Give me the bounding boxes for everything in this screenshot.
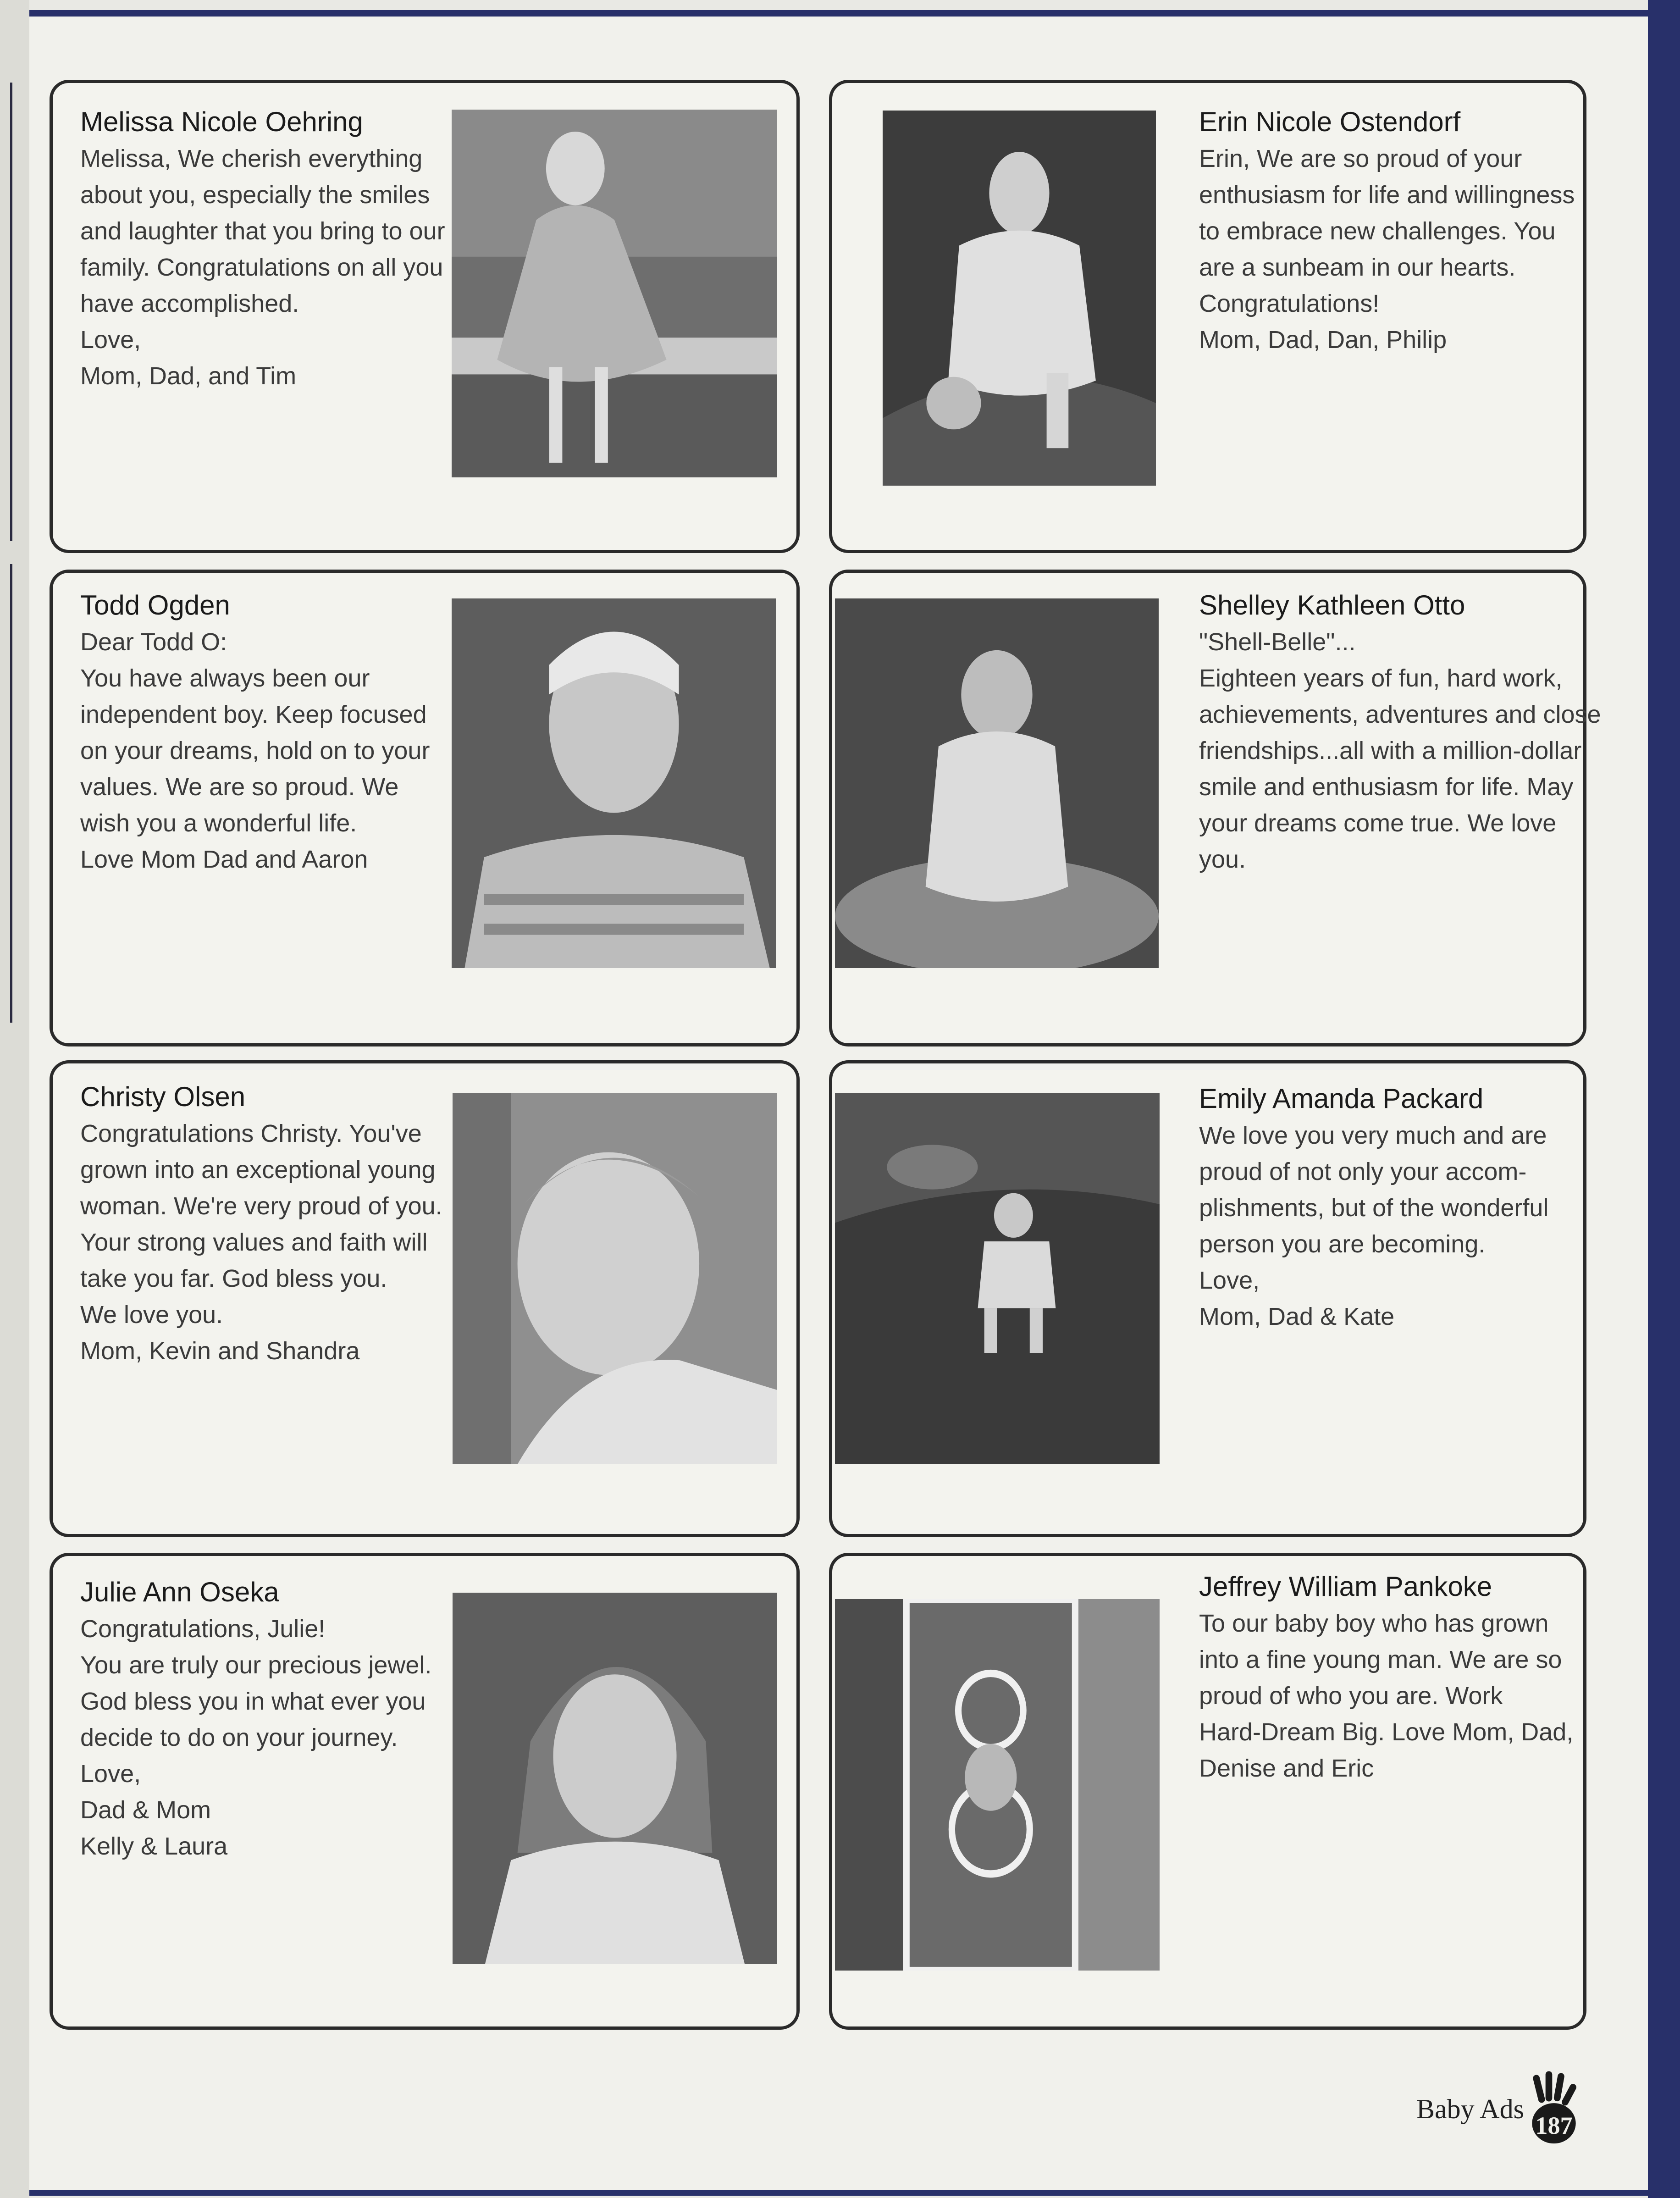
- baby-photo: [453, 1093, 777, 1464]
- page-footer: [1416, 2070, 1579, 2148]
- page-edge: [1648, 0, 1680, 2198]
- spine-line: [10, 83, 12, 541]
- ad-message: Congratulations, Julie! You are truly our precious jewel. God bless you in what ever you decide to do on your journey. Love, Dad & Mom Kelly & Laura: [80, 1615, 432, 1860]
- ad-card-pankoke: [829, 1553, 1586, 2030]
- student-name: Julie Ann Oseka: [80, 1577, 279, 1607]
- baby-photo: [452, 110, 777, 477]
- baby-photo: [453, 1593, 777, 1964]
- baby-photo: [835, 598, 1159, 968]
- student-name: Emily Amanda Packard: [1199, 1083, 1484, 1114]
- yearbook-page: [29, 10, 1648, 2196]
- ad-message: Congratulations Christy. You've grown into an exceptional young woman. We're very proud of you. Your strong values and faith will take you far. God bless you. We love you. Mom, Kevin and Shandra: [80, 1120, 442, 1365]
- ad-card-ogden: [50, 570, 800, 1046]
- ad-message: Melissa, We cherish everything about you, especially the smiles and laughter that you bring to our family. Congratulations on all you have accomplished. Love, Mom, Dad, and Tim: [80, 145, 445, 390]
- ad-message: To our baby boy who has grown into a fine young man. We are so proud of who you are. Work Hard-Dream Big. Love Mom, Dad, Denise and Eric: [1199, 1610, 1574, 1782]
- ad-message: We love you very much and are proud of not only your accom- plishments, but of the wonderful person you are becoming. Love, Mom, Dad & Kate: [1199, 1122, 1549, 1330]
- page-number: 187: [1535, 2112, 1573, 2139]
- ad-card-otto: [829, 570, 1601, 1046]
- baby-photo: [835, 1093, 1160, 1464]
- ad-message: "Shell-Belle"... Eighteen years of fun, hard work, achievements, adventures and close friendships...all with a million-dollar smile and enthusiasm for life. May your dreams come true. We love you.: [1199, 628, 1601, 873]
- student-name: Christy Olsen: [80, 1081, 246, 1112]
- ad-message: Erin, We are so proud of your enthusiasm for life and willingness to embrace new challenges. You are a sunbeam in our hearts. Congratulations! Mom, Dad, Dan, Philip: [1199, 145, 1575, 354]
- ad-card-oehring: [50, 80, 800, 553]
- student-name: Todd Ogden: [80, 590, 230, 620]
- baby-photo: [452, 598, 776, 968]
- student-name: Erin Nicole Ostendorf: [1199, 106, 1461, 137]
- baby-photo: [883, 111, 1156, 486]
- student-name: Shelley Kathleen Otto: [1199, 590, 1465, 620]
- handprint-icon: [1529, 2070, 1579, 2148]
- section-label: Baby Ads: [1416, 2093, 1524, 2124]
- ad-card-ostendorf: [829, 80, 1586, 553]
- ad-card-oseka: [50, 1553, 800, 2030]
- spine-line: [10, 564, 12, 1023]
- baby-photo: [835, 1599, 1160, 1971]
- ad-card-packard: [829, 1060, 1586, 1537]
- ad-message: Dear Todd O: You have always been our independent boy. Keep focused on your dreams, hold on to your values. We are so proud. We wish you a wonderful life. Love Mom Dad and Aaron: [80, 628, 430, 873]
- student-name: Melissa Nicole Oehring: [80, 106, 363, 137]
- student-name: Jeffrey William Pankoke: [1199, 1571, 1492, 1602]
- book-spine: [0, 0, 29, 2198]
- ad-card-olsen: [50, 1060, 800, 1537]
